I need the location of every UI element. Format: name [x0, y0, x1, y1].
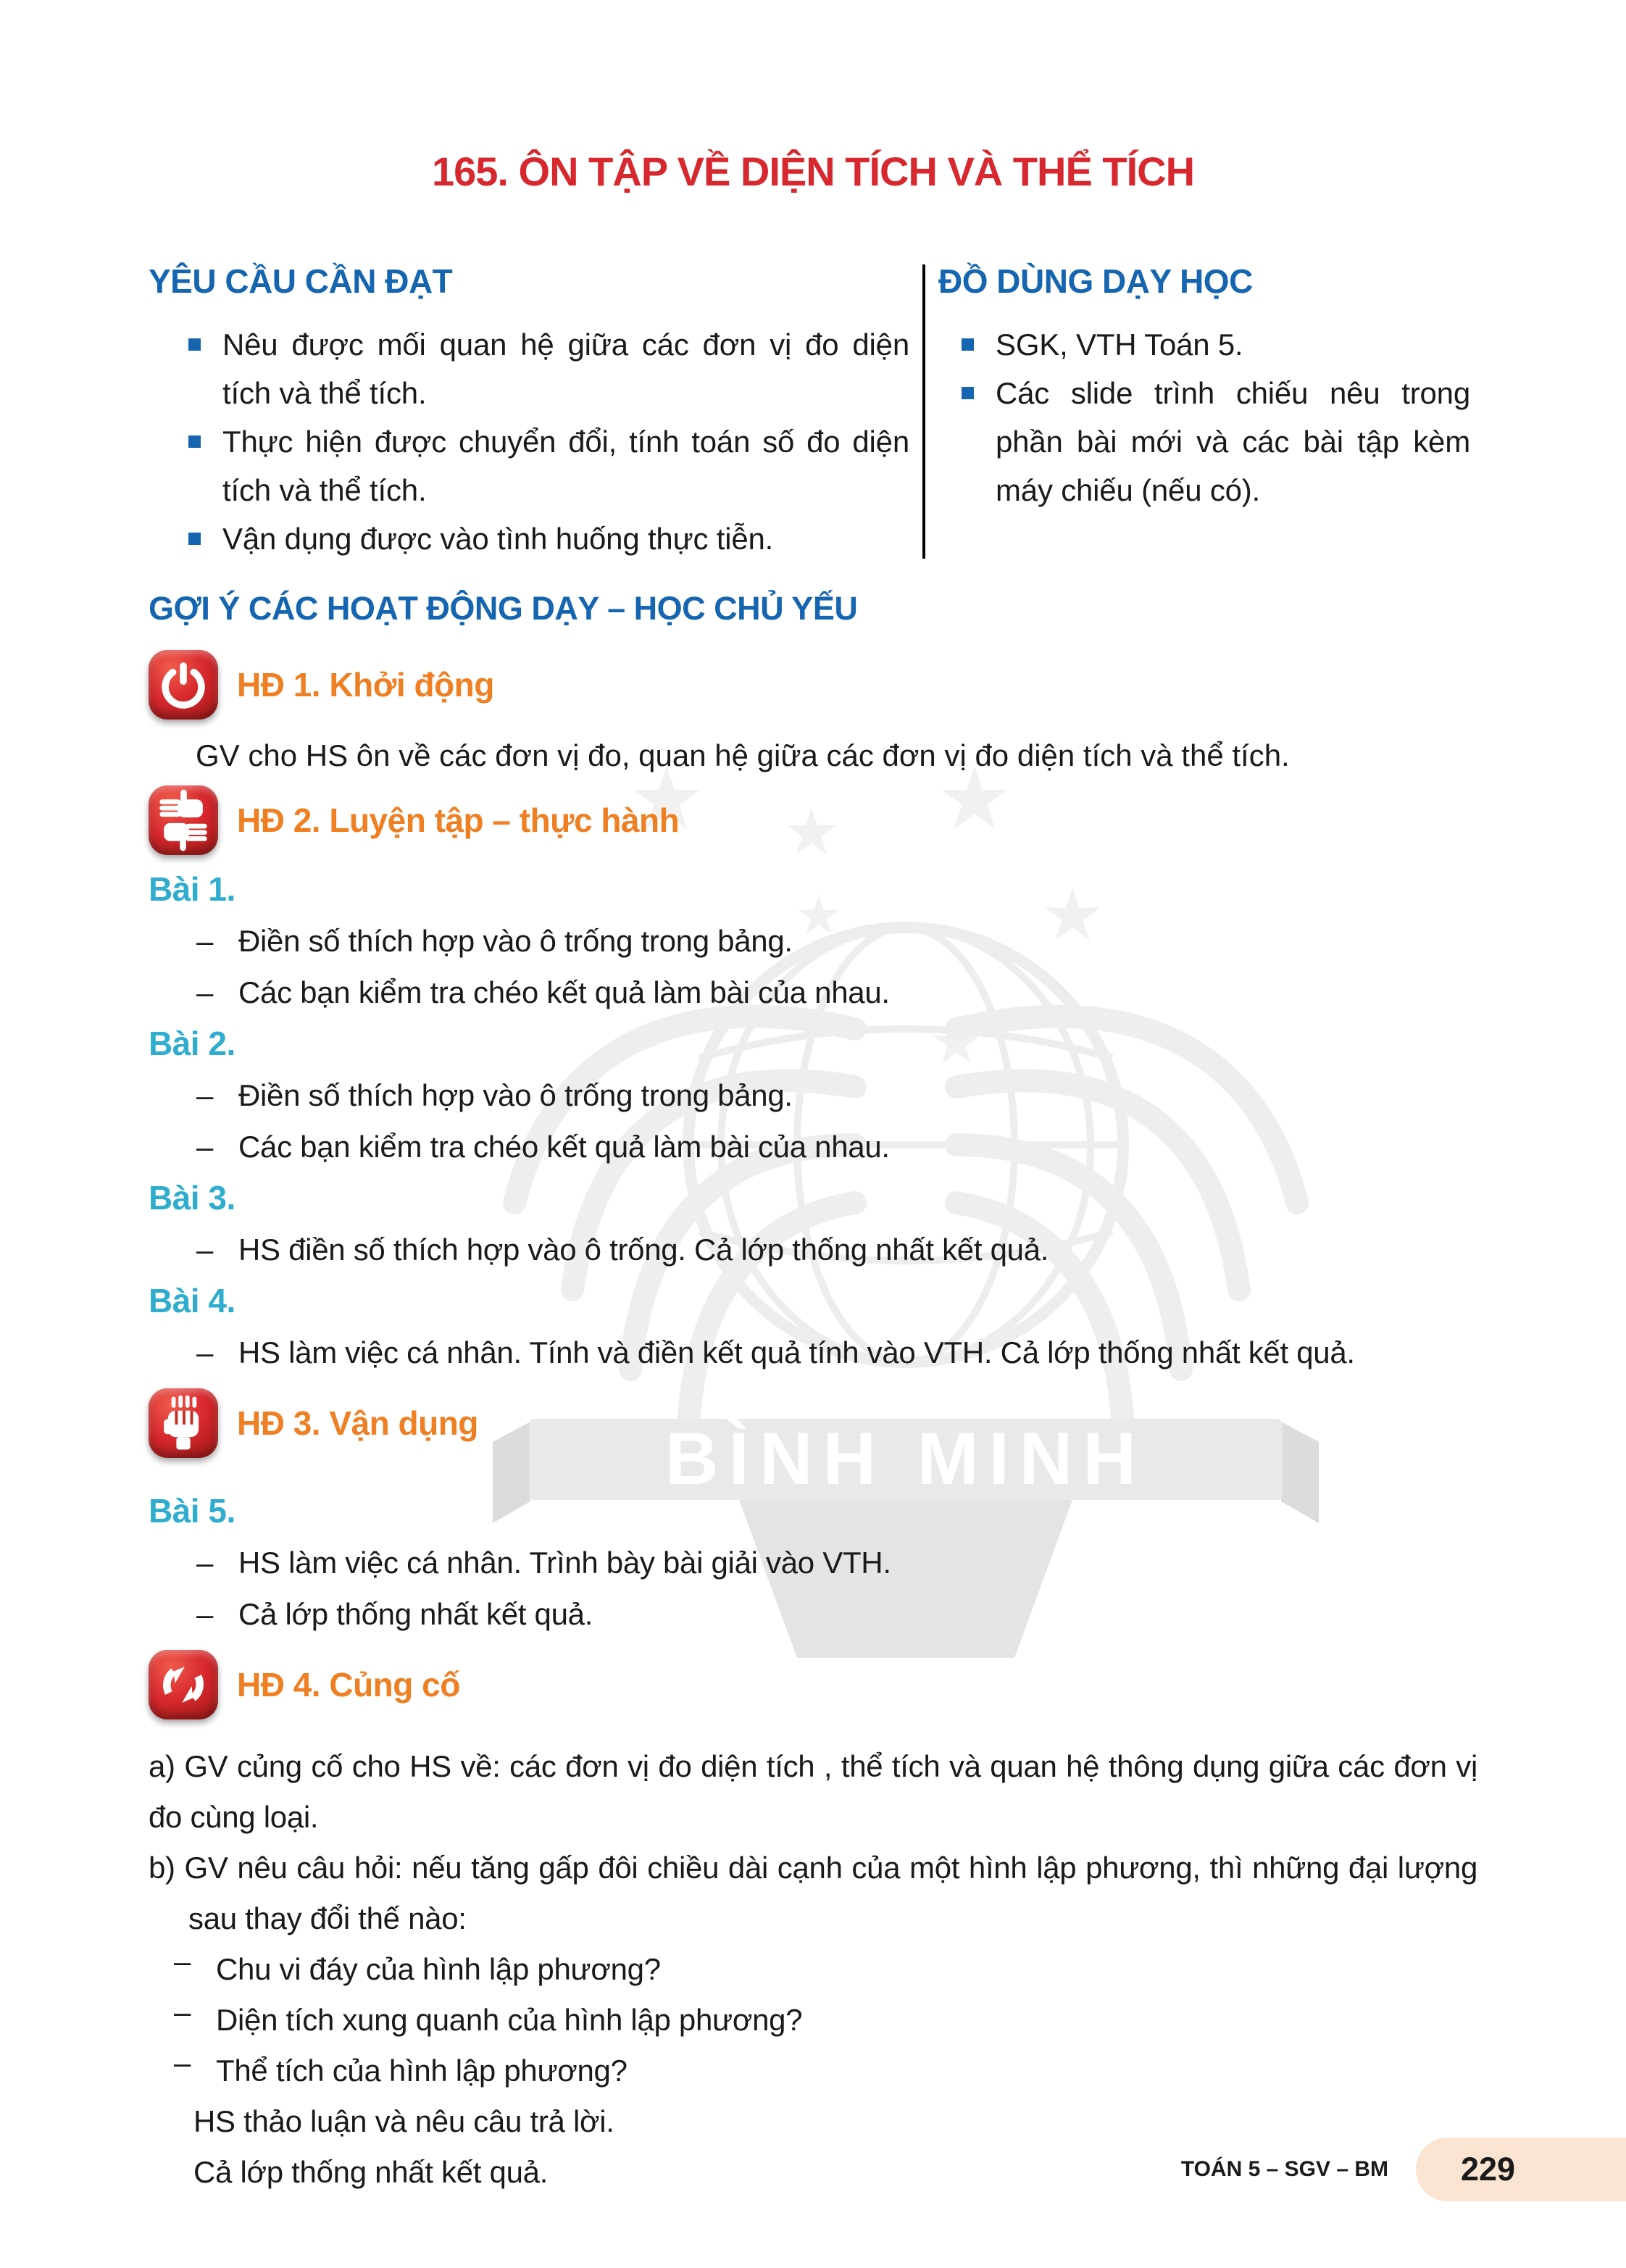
exercise-item: [149, 1537, 1477, 1588]
exercise-item: [149, 1327, 1477, 1378]
exercise-2-label: Bài 2.: [149, 1025, 235, 1062]
dash-bullet: –: [196, 1233, 214, 1267]
activity-2-row: [149, 785, 1477, 855]
question-item: [149, 2046, 1477, 2096]
page-number-badge: [1416, 2138, 1626, 2201]
activity-1-label: HĐ 1. Khởi động: [237, 666, 494, 704]
closing-line: Cả lớp thống nhất kết quả.: [193, 2155, 549, 2189]
exercise-item-text: Cả lớp thống nhất kết quả.: [238, 1597, 593, 1631]
exercise-item: [149, 1588, 1477, 1640]
exercise-item-text: HS điền số thích hợp vào ô trống. Cả lớp thống nhất kết quả.: [238, 1233, 1049, 1267]
requirement-item: [149, 417, 909, 514]
activity-1-paragraph: GV cho HS ôn về các đơn vị đo, quan hệ giữa các đơn vị đo diện tích và thể tích.: [196, 738, 1290, 772]
exercise-item-text: Các bạn kiểm tra chéo kết quả làm bài của nhau.: [238, 975, 890, 1009]
exercise-item-text: HS làm việc cá nhân. Tính và điền kết quả tính vào VTH. Cả lớp thống nhất kết quả.: [238, 1335, 1355, 1369]
requirement-item: [149, 514, 909, 563]
requirement-text: Thực hiện được chuyển đổi, tính toán số đo diện tích và thể tích.: [222, 425, 909, 507]
dash-bullet: –: [174, 2046, 191, 2080]
dash-bullet: –: [174, 1995, 191, 2029]
requirements-heading: YÊU CẦU CẦN ĐẠT: [149, 262, 453, 300]
square-bullet-icon: [188, 338, 201, 351]
dash-bullet: –: [196, 924, 214, 958]
exercise-4-block: [149, 1275, 1477, 1378]
exercise-4-label: Bài 4.: [149, 1282, 235, 1319]
requirement-text: Vận dụng được vào tình huống thực tiễn.: [222, 522, 774, 556]
square-bullet-icon: [962, 338, 974, 351]
activity-4-body: [149, 1741, 1477, 2198]
dash-bullet: –: [174, 1944, 191, 1978]
activity-4-label: HĐ 4. Củng cố: [237, 1666, 460, 1704]
question-text: Diện tích xung quanh của hình lập phương?: [216, 2003, 803, 2037]
activity-4-row: [149, 1650, 1477, 1719]
question-text: Chu vi đáy của hình lập phương?: [216, 1952, 661, 1986]
exercise-item-text: Điền số thích hợp vào ô trống trong bảng.: [238, 1078, 793, 1112]
watermark-text: BÌNH MINH: [664, 1417, 1147, 1500]
exercise-1-block: [149, 864, 1477, 1018]
activity-2-label: HĐ 2. Luyện tập – thực hành: [237, 801, 680, 839]
page-title: 165. ÔN TẬP VỀ DIỆN TÍCH VÀ THỂ TÍCH: [431, 149, 1195, 194]
material-item: [938, 369, 1470, 514]
activity-3-label: HĐ 3. Vận dụng: [237, 1404, 478, 1442]
dash-bullet: –: [196, 1130, 214, 1164]
exercise-item-text: Điền số thích hợp vào ô trống trong bảng.: [238, 924, 793, 958]
dash-bullet: –: [196, 1078, 214, 1112]
material-text: Các slide trình chiếu nêu trong phần bài mới và các bài tập kèm máy chiếu (nếu có).: [996, 376, 1470, 507]
requirements-column: [149, 262, 909, 563]
exercise-5-label: Bài 5.: [149, 1492, 235, 1530]
question-item: [149, 1944, 1477, 1995]
page-footer: [1181, 2138, 1626, 2201]
closing-line: HS thảo luận và nêu câu trả lời.: [193, 2104, 614, 2138]
activity-3-row: [149, 1388, 1477, 1458]
activity-1-row: [149, 650, 1477, 720]
material-item: [938, 320, 1470, 369]
square-bullet-icon: [962, 387, 974, 399]
lesson-page: [149, 149, 1477, 2198]
book-label: TOÁN 5 – SGV – BM: [1180, 2157, 1388, 2181]
exercise-item: [149, 1121, 1477, 1172]
square-bullet-icon: [188, 435, 201, 448]
requirements-materials-columns: [149, 262, 1477, 563]
exercise-3-block: [149, 1172, 1477, 1275]
requirement-item: [149, 320, 909, 417]
exercise-item: [149, 915, 1477, 967]
column-divider: [922, 264, 925, 559]
activity-4-paragraph-b: b) GV nêu câu hỏi: nếu tăng gấp đôi chiều dài cạnh của một hình lập phương, thì những đại lượng sau thay đổi thế nào:: [149, 1851, 1477, 1935]
question-item: [149, 1995, 1477, 2046]
exercise-3-label: Bài 3.: [149, 1179, 235, 1217]
materials-column: [938, 262, 1470, 563]
exercise-item: [149, 967, 1477, 1018]
refresh-icon: [149, 1650, 218, 1719]
dash-bullet: –: [196, 1546, 214, 1580]
exercise-1-label: Bài 1.: [149, 870, 235, 908]
materials-heading: ĐỒ DÙNG DẠY HỌC: [938, 262, 1253, 300]
fist-icon: [149, 1388, 218, 1458]
exercise-item-text: HS làm việc cá nhân. Trình bày bài giải vào VTH.: [238, 1546, 891, 1580]
question-text: Thể tích của hình lập phương?: [216, 2054, 628, 2088]
material-text: SGK, VTH Toán 5.: [996, 328, 1243, 362]
page-number: 229: [1461, 2151, 1516, 2188]
activity-4-paragraph-a: a) GV củng cố cho HS về: các đơn vị đo diện tích , thể tích và quan hệ thông dụng giữa các đơn vị đo cùng loại.: [149, 1749, 1477, 1834]
hands-practice-icon: [149, 785, 218, 855]
dash-bullet: –: [196, 1335, 214, 1369]
requirement-text: Nêu được mối quan hệ giữa các đơn vị đo diện tích và thể tích.: [222, 328, 909, 410]
activities-section-heading: GỢI Ý CÁC HOẠT ĐỘNG DẠY – HỌC CHỦ YẾU: [149, 590, 858, 627]
exercise-item: [149, 1224, 1477, 1275]
exercise-5-block: [149, 1485, 1477, 1640]
dash-bullet: –: [196, 1597, 214, 1631]
power-icon: [149, 650, 218, 720]
square-bullet-icon: [188, 533, 201, 545]
exercise-item-text: Các bạn kiểm tra chéo kết quả làm bài của nhau.: [238, 1130, 890, 1164]
dash-bullet: –: [196, 975, 214, 1009]
exercise-item: [149, 1070, 1477, 1121]
exercise-2-block: [149, 1018, 1477, 1172]
